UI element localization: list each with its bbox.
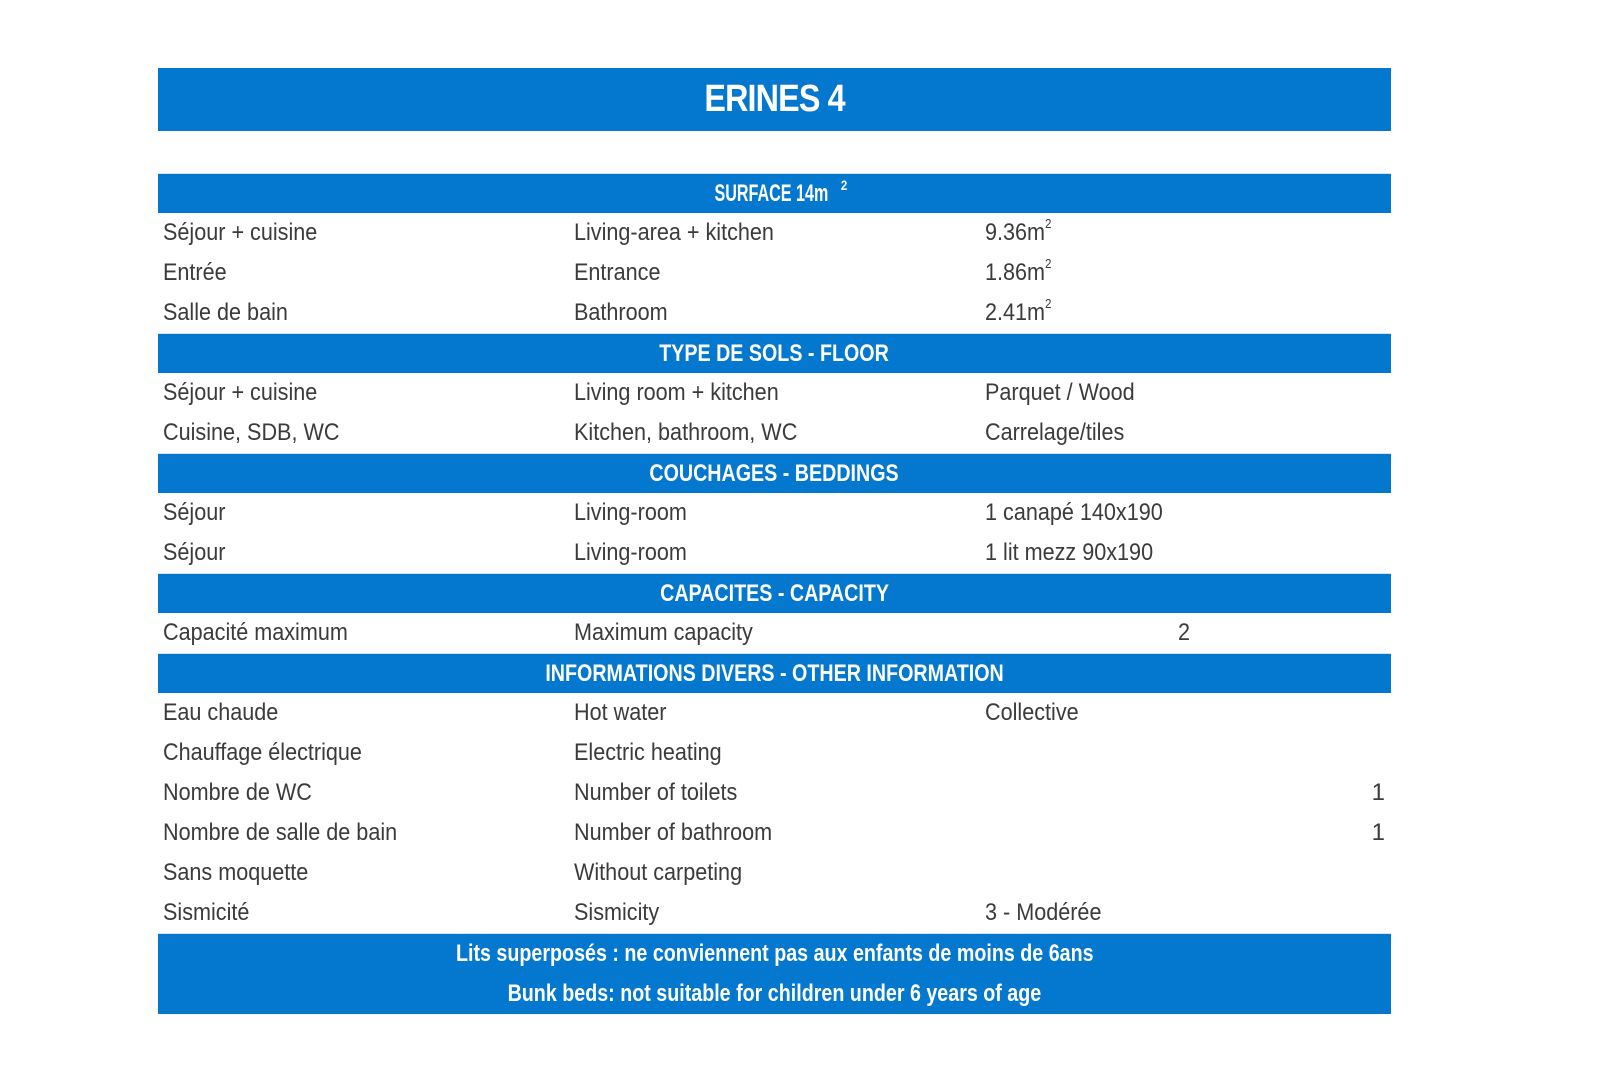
- label-en: Living-room: [574, 499, 687, 526]
- bunk-bed-warning-banner: [158, 933, 1391, 1014]
- value: 3 - Modérée: [985, 899, 1102, 926]
- value: Collective: [985, 699, 1079, 726]
- section-header-other: [158, 653, 1391, 693]
- superscript: 2: [840, 177, 848, 193]
- label-fr: Capacité maximum: [163, 619, 348, 646]
- value: 2: [1178, 619, 1191, 646]
- spacer: [158, 131, 1391, 173]
- value: Parquet / Wood: [985, 379, 1135, 406]
- value: 2.41m: [985, 299, 1046, 326]
- section-header-capacity: [158, 573, 1391, 613]
- label-en: Electric heating: [574, 739, 722, 766]
- label-fr: Chauffage électrique: [163, 739, 362, 766]
- label-en: Number of bathroom: [574, 819, 773, 846]
- section-title: TYPE DE SOLS - FLOOR: [659, 339, 890, 367]
- label-fr: Séjour: [163, 499, 226, 526]
- table-row: [158, 853, 1391, 893]
- table-row: [158, 893, 1391, 933]
- label-fr: Eau chaude: [163, 699, 279, 726]
- section-title: COUCHAGES - BEDDINGS: [649, 459, 900, 487]
- label-en: Living-room: [574, 539, 687, 566]
- value: Carrelage/tiles: [985, 419, 1125, 446]
- table-row: [158, 373, 1391, 413]
- table-row: [158, 773, 1391, 813]
- section-title: CAPACITES - CAPACITY: [660, 579, 889, 607]
- superscript: 2: [1045, 216, 1052, 231]
- superscript: 2: [1045, 296, 1052, 311]
- property-title: ERINES 4: [704, 78, 845, 120]
- table-row: [158, 253, 1391, 293]
- label-fr: Séjour: [163, 539, 226, 566]
- value: 1.86m: [985, 259, 1046, 286]
- value: 1 canapé 140x190: [985, 499, 1163, 526]
- label-fr: Séjour + cuisine: [163, 379, 318, 406]
- section-title: SURFACE 14m: [714, 180, 829, 207]
- label-en: Entrance: [574, 259, 661, 286]
- label-en: Kitchen, bathroom, WC: [574, 419, 798, 446]
- label-fr: Nombre de salle de bain: [163, 819, 398, 846]
- label-fr: Nombre de WC: [163, 779, 312, 806]
- table-row: [158, 693, 1391, 733]
- label-en: Without carpeting: [574, 859, 743, 886]
- label-en: Sismicity: [574, 899, 660, 926]
- label-en: Living room + kitchen: [574, 379, 779, 406]
- table-row: [158, 813, 1391, 853]
- section-header-beddings: [158, 453, 1391, 493]
- label-en: Hot water: [574, 699, 667, 726]
- table-row: [158, 533, 1391, 573]
- section-header-floor: [158, 333, 1391, 373]
- section-header-surface: [158, 173, 1391, 213]
- title-banner: [158, 68, 1391, 131]
- label-fr: Cuisine, SDB, WC: [163, 419, 340, 446]
- value: 1: [1371, 779, 1385, 806]
- table-row: [158, 493, 1391, 533]
- table-row: [158, 213, 1391, 253]
- value: 1: [1371, 819, 1385, 846]
- label-fr: Entrée: [163, 259, 227, 286]
- table-row: [158, 413, 1391, 453]
- label-fr: Sans moquette: [163, 859, 309, 886]
- label-en: Living-area + kitchen: [574, 219, 774, 246]
- table-row: [158, 613, 1391, 653]
- superscript: 2: [1045, 256, 1052, 271]
- label-fr: Sismicité: [163, 899, 250, 926]
- property-info-sheet: [158, 68, 1391, 1014]
- value: 1 lit mezz 90x190: [985, 539, 1154, 566]
- label-en: Maximum capacity: [574, 619, 753, 646]
- label-fr: Salle de bain: [163, 299, 288, 326]
- warning-text-fr: Lits superposés : ne conviennent pas aux enfants de moins de 6ans: [455, 940, 1094, 967]
- section-title: INFORMATIONS DIVERS - OTHER INFORMATION: [545, 659, 1004, 687]
- table-row: [158, 293, 1391, 333]
- label-en: Number of toilets: [574, 779, 738, 806]
- table-row: [158, 733, 1391, 773]
- value: 9.36m: [985, 219, 1046, 246]
- label-en: Bathroom: [574, 299, 668, 326]
- label-fr: Séjour + cuisine: [163, 219, 318, 246]
- warning-text-en: Bunk beds: not suitable for children under 6 years of age: [507, 980, 1042, 1007]
